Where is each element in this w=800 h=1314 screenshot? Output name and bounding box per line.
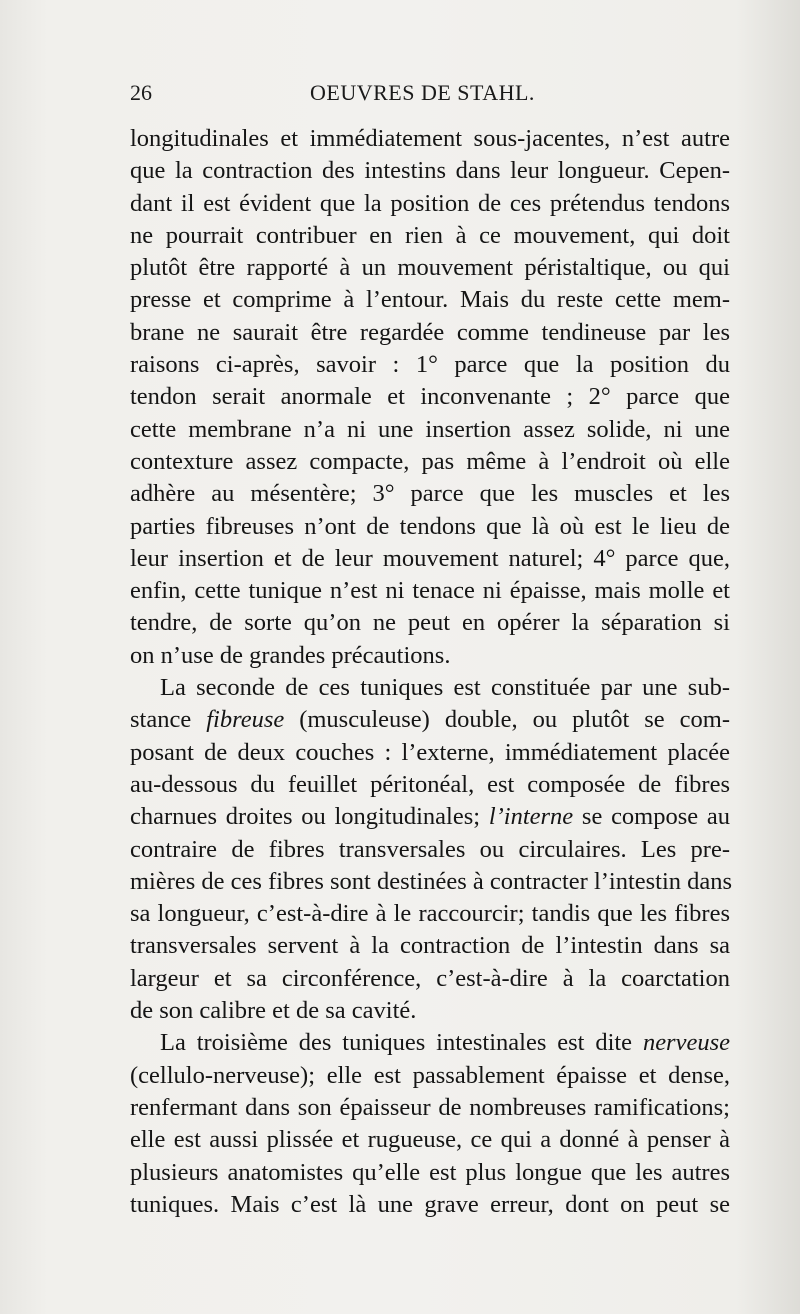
text-fragment: stance (130, 706, 192, 734)
text-line: (cellulo-nerveuse); elle est passablement épaisse et dense, (130, 1061, 730, 1089)
text-fragment: La troisième des tuniques intestinales est dite (160, 1029, 633, 1057)
text-line: raisons ci-après, savoir : 1° parce que la position du (130, 351, 730, 379)
italic-term: nerveuse (642, 1029, 731, 1057)
text-line: elle est aussi plissée et rugueuse, ce qui a donné à penser à (130, 1126, 730, 1154)
text-line: contraire de fibres transversales ou circulaires. Les pre- (130, 835, 730, 863)
text-line: plusieurs anatomistes qu’elle est plus longue que les autres (130, 1158, 730, 1186)
text-line: ne pourrait contribuer en rien à ce mouvement, qui doit (130, 221, 730, 249)
italic-term: l’interne (488, 803, 574, 831)
text-line: adhère au mésentère; 3° parce que les muscles et les (130, 480, 730, 508)
text-line: presse et comprime à l’entour. Mais du reste cette mem- (130, 286, 730, 314)
text-line: sa longueur, c’est-à-dire à le raccourcir; tandis que les fibres (130, 900, 730, 928)
text-line: La seconde de ces tuniques est constituée par une sub- (160, 674, 730, 702)
text-line: contexture assez compacte, pas même à l’endroit où elle (130, 447, 730, 475)
text-line: longitudinales et immédiatement sous-jacentes, n’est autre (130, 125, 730, 152)
text-line: posant de deux couches : l’externe, immédiatement placée (130, 738, 730, 766)
text-line: au-dessous du feuillet péritonéal, est composée de fibres (130, 770, 730, 798)
page-header (130, 80, 730, 112)
page-number: 26 (130, 80, 152, 105)
text-line: transversales servent à la contraction de l’intestin dans sa (130, 932, 730, 960)
italic-term: fibreuse (206, 706, 285, 734)
text-line: cette membrane n’a ni une insertion assez solide, ni une (130, 415, 730, 443)
text-line: plutôt être rapporté à un mouvement péristaltique, ou qui (130, 254, 730, 282)
text-fragment: (musculeuse) double, ou plutôt se com- (299, 706, 730, 734)
text-line: tendon serait anormale et inconvenante ; 2° parce que (130, 383, 730, 411)
text-line (130, 1027, 730, 1059)
text-line: que la contraction des intestins dans leur longueur. Cepen- (130, 157, 730, 185)
text-line: mières de ces fibres sont destinées à contracter l’intestin dans (130, 867, 733, 895)
text-line: renfermant dans son épaisseur de nombreuses ramifications; (130, 1093, 730, 1121)
body-text (130, 123, 733, 1221)
text-fragment: se compose au (581, 803, 731, 831)
text-line: parties fibreuses n’ont de tendons que là où est le lieu de (130, 512, 730, 540)
text-line: on n’use de grandes précautions. (130, 641, 451, 669)
text-line (130, 801, 730, 833)
text-line: brane ne saurait être regardée comme tendineuse par les (130, 318, 730, 346)
text-line: enfin, cette tunique n’est ni tenace ni épaisse, mais molle et (130, 577, 730, 605)
text-line: largeur et sa circonférence, c’est-à-dire à la coarctation (130, 964, 730, 992)
text-line: leur insertion et de leur mouvement naturel; 4° parce que, (130, 544, 730, 572)
text-fragment: charnues droites ou longitudinales; (130, 803, 481, 831)
text-line (130, 704, 730, 736)
text-line: tuniques. Mais c’est là une grave erreur, dont on peut se (130, 1190, 730, 1218)
text-line: tendre, de sorte qu’on ne peut en opérer la séparation si (130, 609, 730, 637)
text-line: de son calibre et de sa cavité. (130, 997, 417, 1025)
running-title: OEUVRES DE STAHL. (310, 80, 535, 105)
text-line: dant il est évident que la position de ces prétendus tendons (130, 189, 730, 217)
